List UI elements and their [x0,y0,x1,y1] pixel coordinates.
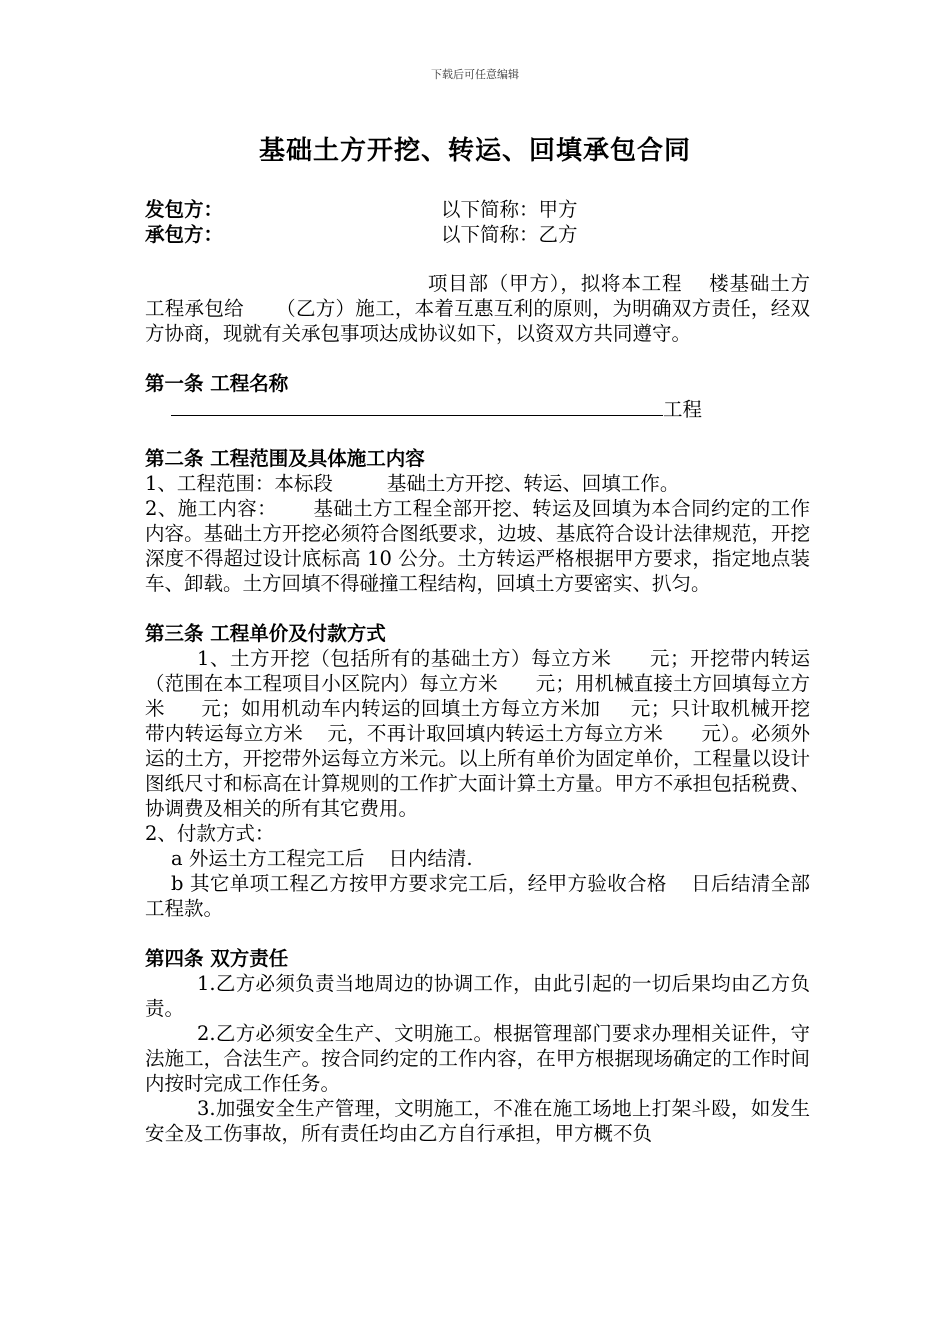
spacer [145,421,810,446]
article4-title: 第四条 双方责任 [145,947,289,970]
price-text-g: 元）。必须外运的土方，开挖带外运每立方米元。以上所有单价为固定单价，工程量以设计图纸尺寸和标高在计算规则的工作扩大面计算土方量。甲方不承担包括税费、协调费及相关的所有其它费用。 [145,722,810,820]
project-name-suffix: 工程 [663,398,703,421]
responsibility-item-3 [145,1096,810,1146]
intro-part1: 项目部（甲方），拟将本工程 [427,272,683,295]
party-issuer-label: 发包方： [145,198,224,221]
responsibility-text-2: 2.乙方必须安全生产、文明施工。根据管理部门要求办理相关证件，守法施工，合法生产。按合同约定的工作内容，在甲方根据现场确定的工作时间内按时完成工作任务。 [145,1022,810,1095]
intro-part3: （乙方）施工，本着互惠互利的原则，为明确双方责任，经双方协商，现就有关承包事项达成协议如下，以资双方共同遵守。 [145,297,810,345]
payment-b-text2: 日后结清全部工程款。 [145,872,810,920]
price-text-b: 元；开挖带内转运（范围在本工程项目小区院内）每立方米 [145,647,810,695]
party-contractor-abbr: 以下简称：乙方 [441,223,578,246]
payment-a-text2: 日内结清. [388,847,473,870]
responsibility-item-1 [145,971,810,1021]
spacer [145,247,810,272]
responsibility-text-3: 3.加强安全生产管理，文明施工，不准在施工场地上打架斗殴，如发生安全及工伤事故，所有责任均由乙方自行承担，甲方概不负 [145,1097,810,1145]
spacer [145,596,810,621]
scope-label: 1、工程范围：本标段 [145,472,333,495]
party-contractor [145,222,810,247]
contract-title: 基础土方开挖、转运、回填承包合同 [258,136,691,166]
price-text-d: 元；如用机动车内转运的回填土方每立方米加 [200,697,601,720]
content-paragraph [145,496,810,596]
spacer [145,346,810,371]
article2-title: 第二条 工程范围及具体施工内容 [145,447,425,470]
price-text-e: 元；只计取机械开挖带内转运每立方米 [145,697,810,745]
payment-a-text1: a 外运土方工程完工后 [171,847,365,870]
article3-title: 第三条 工程单价及付款方式 [145,622,386,645]
price-text-c: 元；用机械直接土方回填每立方米 [145,672,810,720]
payment-a [145,846,810,871]
price-text-a: 1、土方开挖（包括所有的基础土方）每立方米 [197,647,612,670]
content-text: 基础土方工程全部开挖、转运及回填为本合同约定的工作内容。基础土方开挖必须符合图纸要求，边坡、基底符合设计法律规范，开挖深度不得超过设计底标高 10 公分。土方转运严格根据甲方要求，指定地点装车、卸载。土方回填不得碰撞工程结构，回填土方要密实、扒匀。 [145,497,810,595]
project-name-line [145,396,810,421]
party-contractor-label: 承包方： [145,223,224,246]
price-text-f: 元，不再计取回填内转运土方每立方米 [327,722,664,745]
contract-body [145,197,810,1146]
header-note: 下载后可任意编辑 [431,68,519,81]
party-issuer-abbr: 以下简称：甲方 [441,198,578,221]
payment-b-text1: b 其它单项工程乙方按甲方要求完工后，经甲方验收合格 [171,872,667,895]
payment-b [145,871,810,921]
content-label: 2、施工内容： [145,497,278,520]
responsibility-text-1: 1.乙方必须负责当地周边的协调工作，由此引起的一切后果均由乙方负责。 [145,972,810,1020]
scope-line [145,471,810,496]
intro-part2: 楼基础土方工程承包给 [145,272,810,320]
party-issuer [145,197,810,222]
spacer [145,921,810,946]
responsibility-item-2 [145,1021,810,1096]
intro-paragraph [145,271,810,346]
scope-text: 基础土方开挖、转运、回填工作。 [386,472,680,495]
project-name-blank [171,396,663,416]
article1-title: 第一条 工程名称 [145,372,289,395]
price-paragraph [145,646,810,821]
payment-label: 2、付款方式： [145,822,275,845]
